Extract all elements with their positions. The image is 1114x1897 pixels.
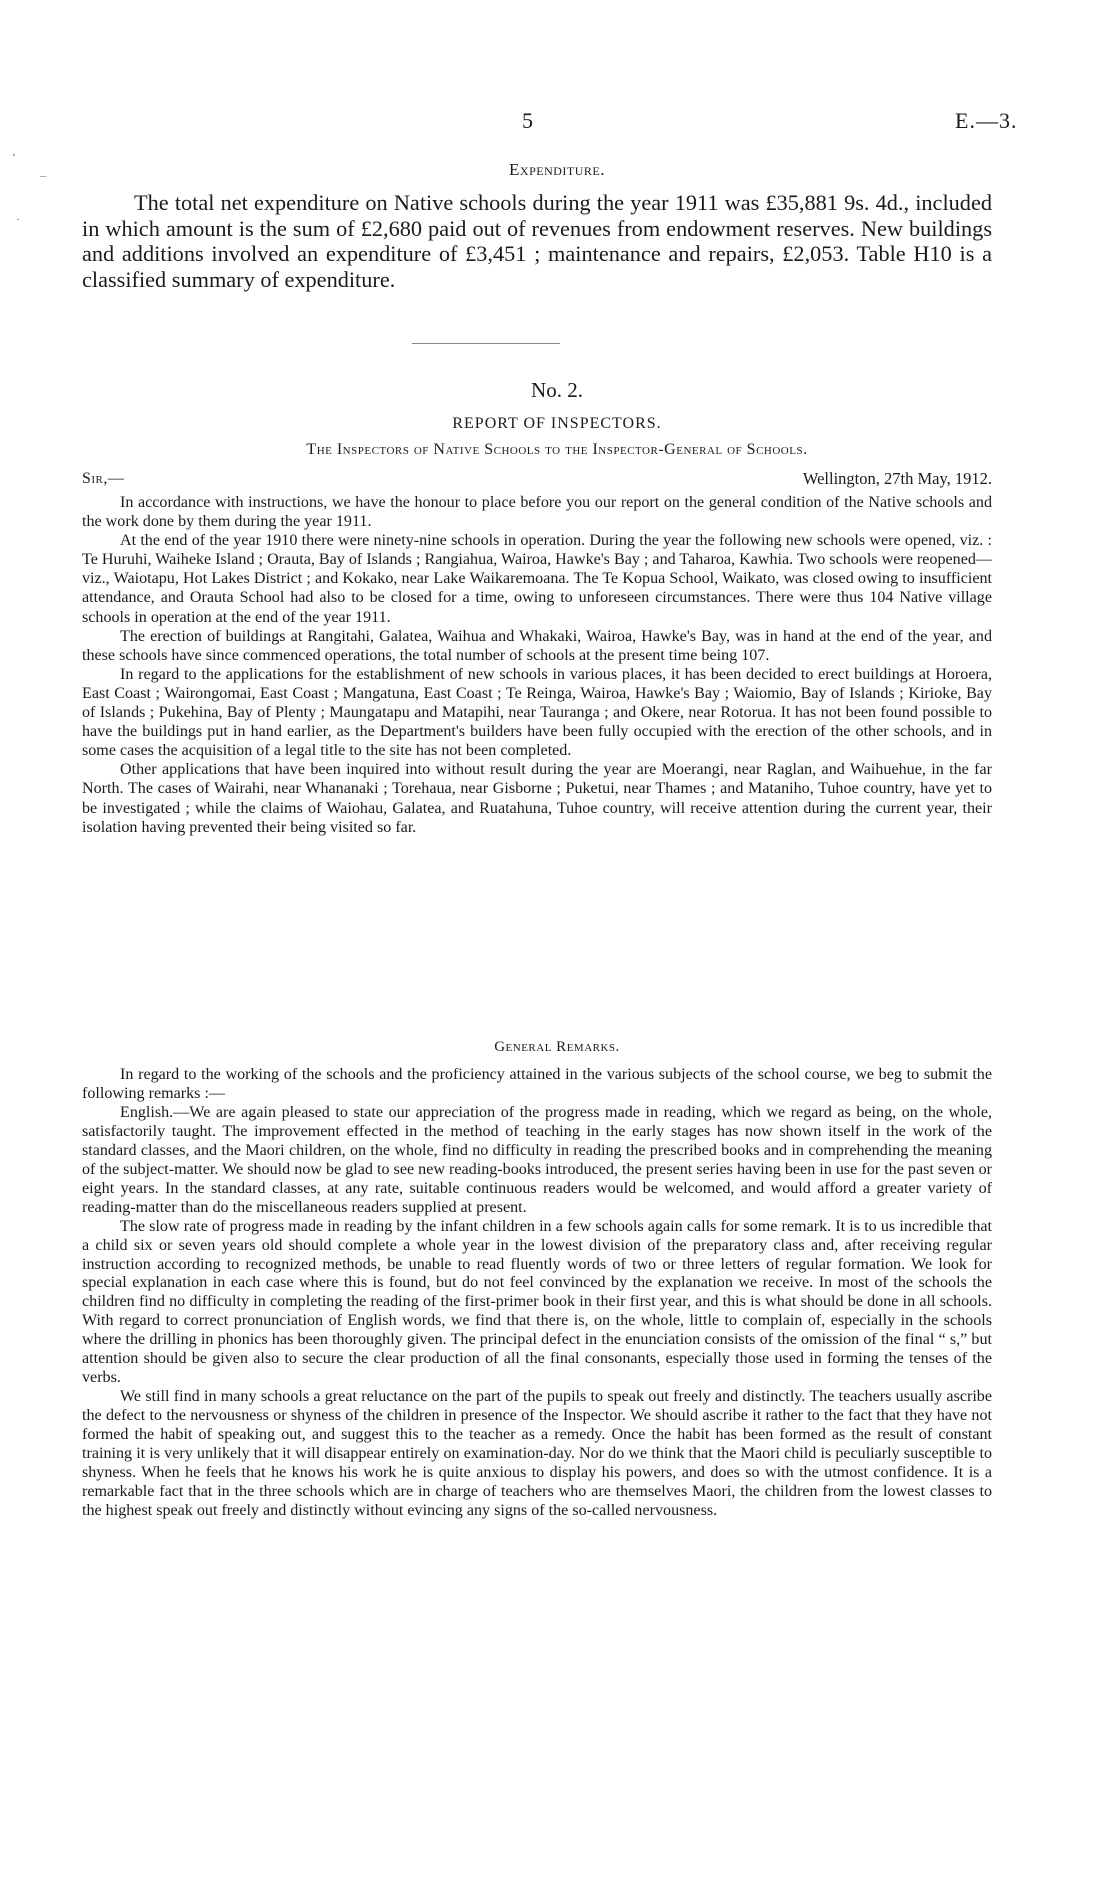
report-title: REPORT OF INSPECTORS. — [452, 415, 662, 432]
margin-mark: – — [40, 168, 46, 182]
paragraph: At the end of the year 1910 there were ninety-nine schools in operation. During the year the following new schools were opened, viz. : Te Huruhi, Waiheke Island ; Orauta, Bay of Islands ; Rangiahua, Wairoa, Hawke's Bay ; and Taharoa, Kawhia. Two schools were reopened—viz., Waiotapu, Hot Lakes District ; and Kokako, near Lake Waikaremoana. The Te Kopua School, Waikato, was closed owing to insufficient attendance, and Orauta School had also to be closed for a time, owing to unforeseen circumstances. There were thus 104 Native village schools in operation at the end of the year 1911. — [82, 532, 992, 626]
paragraph: We still find in many schools a great reluctance on the part of the pupils to speak out freely and distinctly. The teachers usually ascribe the defect to the nervousness or shyness of the children in presence of the Inspector. We should ascribe it rather to the fact that they have not formed the habit of speaking out, and suggest this to the teacher as a remedy. Once the habit has been formed as the result of constant training it is very unlikely that it will disappear entirely on examination-day. Nor do we think that the Maori child is peculiarly susceptible to shyness. When he feels that he knows his work he is quite anxious to display his powers, and does so with the utmost confidence. It is a remarkable fact that in the three schools which are in charge of teachers who are themselves Maori, the children from the lowest classes to the highest speak out freely and distinctly without evincing any signs of the so-called nervousness. — [82, 1388, 992, 1519]
paragraph: Other applications that have been inquired into without result during the year are Moerangi, near Raglan, and Waihuehue, in the far North. The cases of Wairahi, near Whananaki ; Torehaua, near Gisborne ; Puketui, near Thames ; and Mataniho, Tuhoe country, have yet to be investigated ; while the claims of Waiohau, Galatea, and Ruatahuna, Tuhoe country, will receive attention during the current year, their isolation having prevented their being visited so far. — [82, 761, 992, 836]
general-remarks-heading: General Remarks. — [494, 1039, 620, 1055]
margin-mark: · — [16, 212, 20, 226]
paragraph: English.—We are again pleased to state our appreciation of the progress made in reading, which we regard as being, on the whole, satisfactorily taught. The improvement effected in the method of teaching in the early stages has now shown itself in the work of the standard classes, and the Maori children, on the whole, find no difficulty in reading the prescribed books and in comprehending the meaning of the subject-matter. We should now be glad to see new reading-books introduced, the present series having been in use for the past seven or eight years. In the standard classes, at any rate, suitable continuous readers would be welcomed, and would afford a greater variety of reading-matter than do the miscellaneous readers supplied at present. — [82, 1103, 992, 1216]
expenditure-paragraph: The total net expenditure on Native schools during the year 1911 was £35,881 9s. 4d., included in which amount is the sum of £2,680 paid out of revenues from endowment reserves. New buildings and additions involved an expenditure of £3,451 ; maintenance and repairs, £2,053. Table H10 is a classified summary of expenditure. — [82, 190, 992, 292]
section-divider — [412, 343, 560, 344]
dateline: Wellington, 27th May, 1912. — [802, 469, 992, 488]
page-reference: E.—3. — [955, 108, 1018, 133]
general-remarks-body — [82, 1066, 992, 1521]
page-number: 5 — [522, 108, 533, 133]
paragraph: The slow rate of progress made in reading by the infant children in a few schools again calls for some remark. It is to us incredible that a child six or seven years old should complete a whole year in the lowest division of the preparatory class and, after receiving regular instruction according to recognized methods, be unable to read fluently words of two or three letters of regular formation. We look for special explanation in each case where this is found, but do not feel convinced by the explanation we receive. In most of the schools the children find no difficulty in completing the reading of the first-primer book in their first year, and this is what should be done in all schools. With regard to correct pronunciation of English words, we find that there is, on the whole, little to complain of, especially in the schools where the drilling in phonics has been thoroughly given. The principal defect in the enunciation consists of the omission of the final “ s,” but attention should be given also to secure the clear production of all the final consonants, especially those used in forming the tenses of the verbs. — [82, 1217, 992, 1387]
paragraph: In regard to the working of the schools and the proficiency attained in the various subjects of the school course, we beg to submit the following remarks :— — [82, 1066, 992, 1102]
report-addressee: The Inspectors of Native Schools to the Inspector-General of Schools. — [306, 441, 808, 458]
margin-mark: ‘ — [12, 150, 16, 164]
expenditure-section — [82, 190, 992, 292]
paragraph: The erection of buildings at Rangitahi, Galatea, Waihua and Whakaki, Wairoa, Hawke's Bay, was in hand at the end of the year, and these schools have since commenced operations, the total number of schools at the present time being 107. — [82, 627, 992, 664]
paragraph: In accordance with instructions, we have the honour to place before you our report on the general condition of the Native schools and the work done by them during the year 1911. — [82, 494, 992, 531]
expenditure-heading: Expenditure. — [509, 160, 605, 179]
report-number: No. 2. — [531, 378, 583, 402]
paragraph: In regard to the applications for the establishment of new schools in various places, it has been decided to erect buildings at Horoera, East Coast ; Wairongomai, East Coast ; Mangatuna, East Coast ; Te Reinga, Wairoa, Hawke's Bay ; Waiomio, Bay of Islands ; Kirioke, Bay of Islands ; Pukehina, Bay of Plenty ; Maungatapu and Matapihi, near Tauranga ; and Okere, near Rotorua. It has not been found possible to have the buildings put in hand earlier, as the Department's builders have been fully occupied with the erection of the other schools, and in some cases the acquisition of a legal title to the site has not been completed. — [82, 665, 992, 760]
report-body — [82, 493, 992, 837]
salutation: Sir,— — [82, 470, 125, 487]
